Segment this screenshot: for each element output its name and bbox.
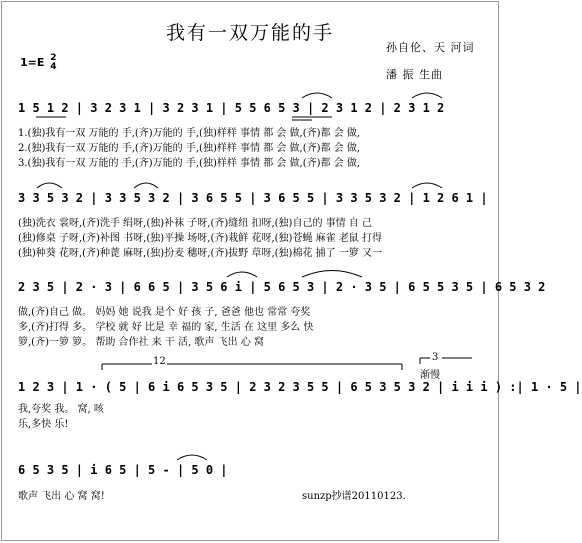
repeat-bracket-label: 12 [153,356,166,367]
notation-line-4: 1 2 3 | 1 · ( 5 | 6 i 6 5 3 5 | 2 3 2 3 5 5 | 6 5 3 5 3 2 | i i i ) :| 1 · 5 | [18,380,582,394]
slur [37,183,62,188]
lyric-1-verse-3: 3.(独)我有一双 万能的 手,(齐)万能的 手,(独)样样 事情 都 会 做,(齐)都 会 做, [18,158,361,169]
time-num: 2 [50,53,57,63]
notation-line-3: 2 3 5 | 2 · 3 | 6 6 5 | 3 5 6 i | 5 6 5 3 | 2 · 3 5 | 6 5 5 3 5 | 6 5 3 2 [18,280,546,294]
lyric-4-verse-2: 乐,多快 乐! [18,419,69,430]
tempo-marking: 渐慢 [420,370,440,381]
key-prefix: 1=E [20,56,45,69]
lyricist-credit: 孙自伦、天 河词 [386,41,475,54]
slur [134,183,158,188]
lyric-2-verse-1: (独)洗衣 裳呀,(齐)洗手 绢呀,(独)补袜 子呀,(齐)缝纽 扣呀,(独)自己的 事情 自 己 [18,218,372,229]
lyric-1-verse-2: 2.(独)我有一双 万能的 手,(齐)万能的 手,(独)样样 事情 都 会 做,(齐)都 会 做, [18,143,361,154]
slur [412,93,442,98]
lyric-3-verse-2: 多,(齐)打得 多。 学校 就 好 比是 幸 福的 家, 生活 在 这里 多么 快 [18,322,314,333]
notation-marks [2,2,498,540]
ending-bracket-label: 3 [432,352,439,363]
composer-credit: 潘 振 生曲 [386,68,443,81]
slur [302,93,332,98]
slur [177,455,207,460]
score-page [1,1,582,541]
lyric-3-verse-3: 箩,(齐)一箩 箩。 帮助 合作社 来 干 活, 歌声 飞出 心 窝 [18,337,264,348]
time-den: 4 [50,62,57,72]
lyric-4-verse-1: 我,夸奖 我。 窝, 咳 [18,404,104,415]
notation-line-5: 6 5 3 5 | i 6 5 | 5 - | 5 0 | [18,463,228,477]
slur [227,272,257,277]
notation-line-2: 3 3 5 3 2 | 3 3 5 3 2 | 3 6 5 5 | 3 6 5 5 | 3 3 5 3 2 | 1 2 6 1 | [18,191,488,205]
slur [412,183,442,188]
lyric-2-verse-3: (独)种葵 花呀,(齐)种蓖 麻呀,(独)扮麦 穗呀,(齐)拔野 草呀,(独)棉花 捕了 一箩 又一 [18,248,382,259]
lyric-5: 歌声 飞出 心 窝 窝! [18,491,105,502]
notation-line-1: 1 5 1 2 | 3 2 3 1 | 3 2 3 1 | 5 5 6 5 3 | 2 3 1 2 | 2 3 1 2 [18,101,445,115]
slur [302,271,362,278]
lyric-3-verse-1: 做,(齐)自己 做。 妈妈 她 说我 是个 好 孩 子, 爸爸 他也 常常 夸奖 [18,307,311,318]
transcriber-signature: sunzp抄谱20110123. [302,491,406,502]
lyric-1-verse-1: 1.(独)我有一双 万能的 手,(齐)万能的 手,(独)样样 事情 都 会 做,(齐)都 会 做, [18,128,361,139]
lyric-2-verse-2: (独)修桌 子呀,(齐)补图 书呀,(独)平操 场呀,(齐)栽鲜 花呀,(独)苍蝇 麻雀 老鼠 打得 [18,233,382,244]
song-title: 我有一双万能的手 [165,22,334,44]
